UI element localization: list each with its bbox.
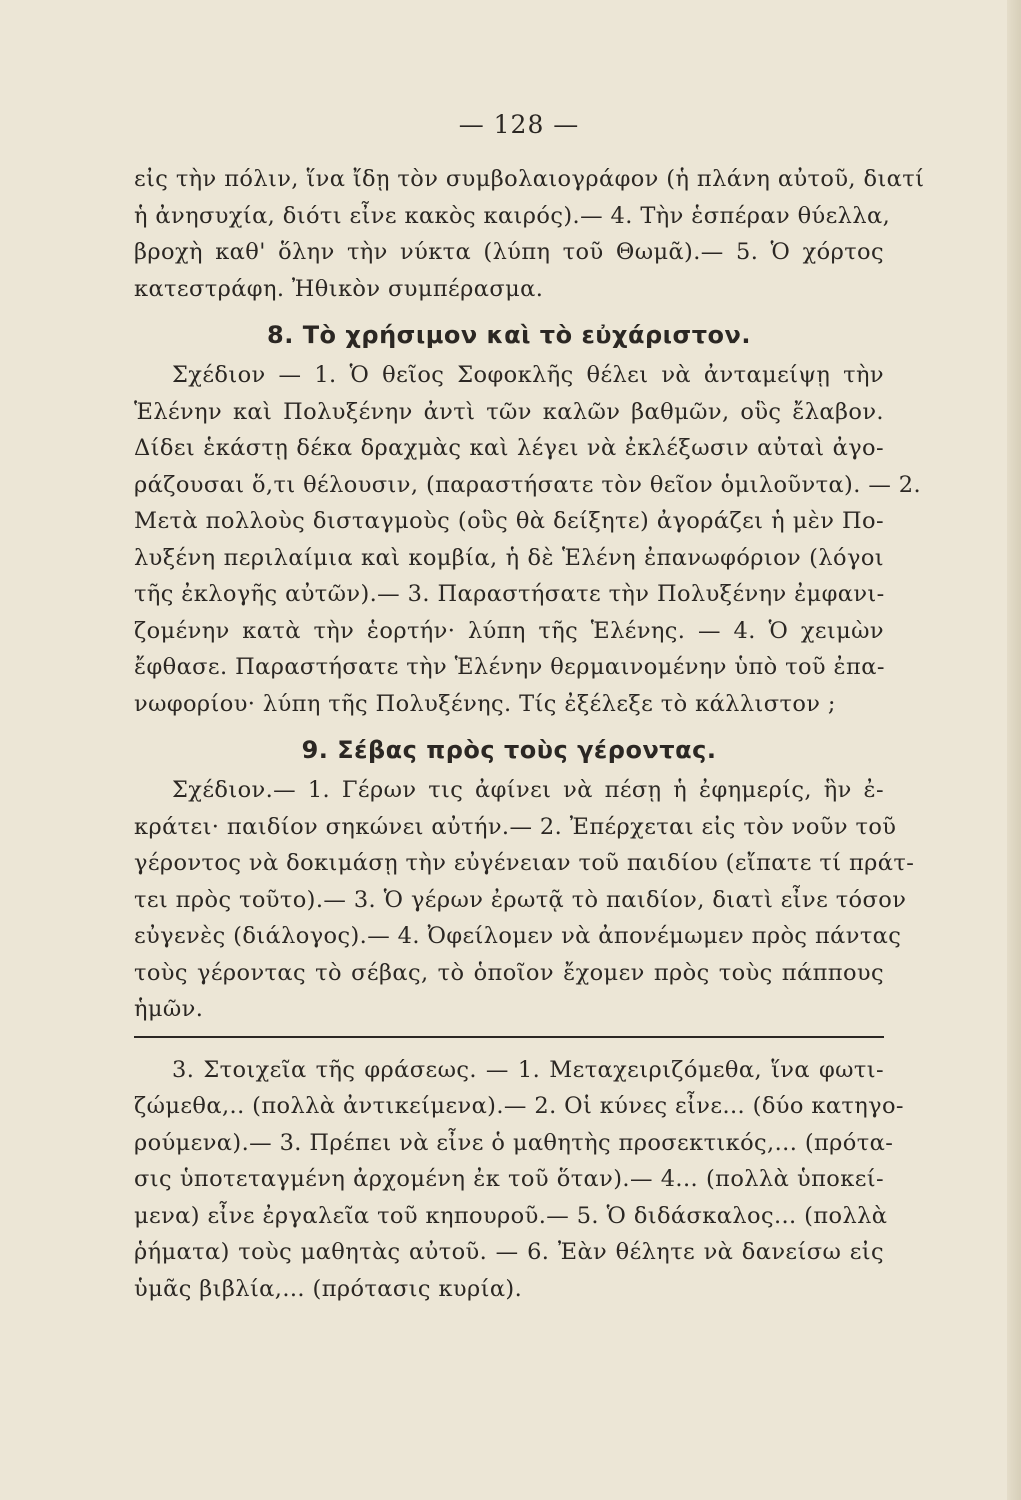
text-line: Ἑλένην καὶ Πολυξένην ἀντὶ τῶν καλῶν βαθμῶν, οὓς ἔλαβον. bbox=[134, 398, 884, 425]
text-line: ράζουσαι ὅ,τι θέλουσιν, (παραστήσατε τὸν θεῖον ὁμιλοῦντα). — 2. bbox=[134, 471, 922, 498]
text-line: ἡ ἀνησυχία, διότι εἶνε κακὸς καιρός).— 4. Τὴν ἑσπέραν θύελλα, bbox=[134, 202, 891, 229]
section-9-heading: 9. Σέβας πρὸς τοὺς γέροντας. bbox=[301, 736, 717, 764]
text-line: λυξένη περιλαίμια καὶ κομβία, ἡ δὲ Ἑλένη ἐπανωφόριον (λόγοι bbox=[134, 544, 884, 571]
text-line: τει πρὸς τοῦτο).— 3. Ὁ γέρων ἐρωτᾷ τὸ παιδίον, διατὶ εἶνε τόσον bbox=[134, 886, 907, 913]
text-line: ἡμῶν. bbox=[134, 996, 204, 1022]
section-8-body bbox=[134, 357, 922, 722]
text-line: τῆς ἐκλογῆς αὐτῶν).— 3. Παραστήσατε τὴν Πολυξένην ἐμφανι- bbox=[134, 581, 885, 607]
text-column bbox=[134, 110, 925, 1307]
text-line: ὑμᾶς βιβλία,... (πρότασις κυρία). bbox=[134, 1275, 523, 1302]
page-number: — 128 — bbox=[458, 110, 580, 139]
text-line: τοὺς γέροντας τὸ σέβας, τὸ ὁποῖον ἔχομεν πρὸς τοὺς πάππους bbox=[134, 959, 884, 986]
text-line: ζώμεθα,.. (πολλὰ ἀντικείμενα).— 2. Οἱ κύνες εἶνε... (δύο κατηγο- bbox=[134, 1093, 904, 1119]
text-line: Σχέδιον.— 1. Γέρων τις ἀφίνει νὰ πέσῃ ἡ ἐφημερίς, ἣν ἐ- bbox=[172, 777, 884, 803]
section-3-body bbox=[134, 1052, 904, 1308]
text-line: γέροντος νὰ δοκιμάσῃ τὴν εὐγένειαν τοῦ παιδίου (εἴπατε τί πράτ- bbox=[134, 850, 915, 876]
text-line: Σχέδιον — 1. Ὁ θεῖος Σοφοκλῆς θέλει νὰ ἀνταμείψῃ τὴν bbox=[172, 362, 884, 388]
page-edge bbox=[1007, 0, 1021, 1500]
section-9-body bbox=[134, 772, 915, 1028]
text-line: εὐγενὲς (διάλογος).— 4. Ὀφείλομεν νὰ ἀπονέμωμεν πρὸς πάντας bbox=[134, 923, 902, 949]
text-line: βροχὴ καθ' ὅλην τὴν νύκτα (λύπη τοῦ Θωμᾶ).— 5. Ὁ χόρτος bbox=[134, 239, 884, 265]
text-line: κράτει· παιδίον σηκώνει αὐτήν.— 2. Ἐπέρχεται εἰς τὸν νοῦν τοῦ bbox=[134, 813, 897, 840]
text-line: ῥήματα) τοὺς μαθητὰς αὐτοῦ. — 6. Ἐὰν θέλητε νὰ δανείσω εἰς bbox=[134, 1239, 884, 1265]
text-line: κατεστράφη. Ἠθικὸν συμπέρασμα. bbox=[134, 275, 544, 302]
text-line: νωφορίου· λύπη τῆς Πολυξένης. Τίς ἐξέλεξε τὸ κάλλιστον ; bbox=[134, 690, 836, 717]
text-line: εἰς τὴν πόλιν, ἵνα ἴδῃ τὸν συμβολαιογράφον (ἡ πλάνη αὐτοῦ, διατί bbox=[134, 166, 925, 192]
horizontal-rule bbox=[134, 1036, 884, 1038]
opening-paragraph bbox=[134, 161, 925, 307]
text-line: μενα) εἶνε ἐργαλεῖα τοῦ κηπουροῦ.— 5. Ὁ διδάσκαλος... (πολλὰ bbox=[134, 1202, 888, 1229]
text-line: σις ὑποτεταγμένη ἀρχομένη ἐκ τοῦ ὅταν).— 4... (πολλὰ ὑποκεί- bbox=[134, 1166, 884, 1192]
text-line: Μετὰ πολλοὺς δισταγμοὺς (οὓς θὰ δείξητε) ἀγοράζει ἡ μὲν Πο- bbox=[134, 508, 884, 534]
text-line: 3. Στοιχεῖα τῆς φράσεως. — 1. Μεταχειριζόμεθα, ἵνα φωτι- bbox=[172, 1056, 884, 1083]
text-line: ρούμενα).— 3. Πρέπει νὰ εἶνε ὁ μαθητὴς προσεκτικός,... (πρότα- bbox=[134, 1129, 894, 1156]
section-8-heading: 8. Τὸ χρήσιμον καὶ τὸ εὐχάριστον. bbox=[267, 321, 751, 349]
text-line: Δίδει ἑκάστῃ δέκα δραχμὰς καὶ λέγει νὰ ἐκλέξωσιν αὐταὶ ἀγο- bbox=[134, 435, 884, 461]
text-line: ζομένην κατὰ τὴν ἑορτήν· λύπη τῆς Ἑλένης. — 4. Ὁ χειμὼν bbox=[134, 617, 884, 644]
text-line: ἔφθασε. Παραστήσατε τὴν Ἑλένην θερμαινομένην ὑπὸ τοῦ ἐπα- bbox=[134, 654, 885, 680]
